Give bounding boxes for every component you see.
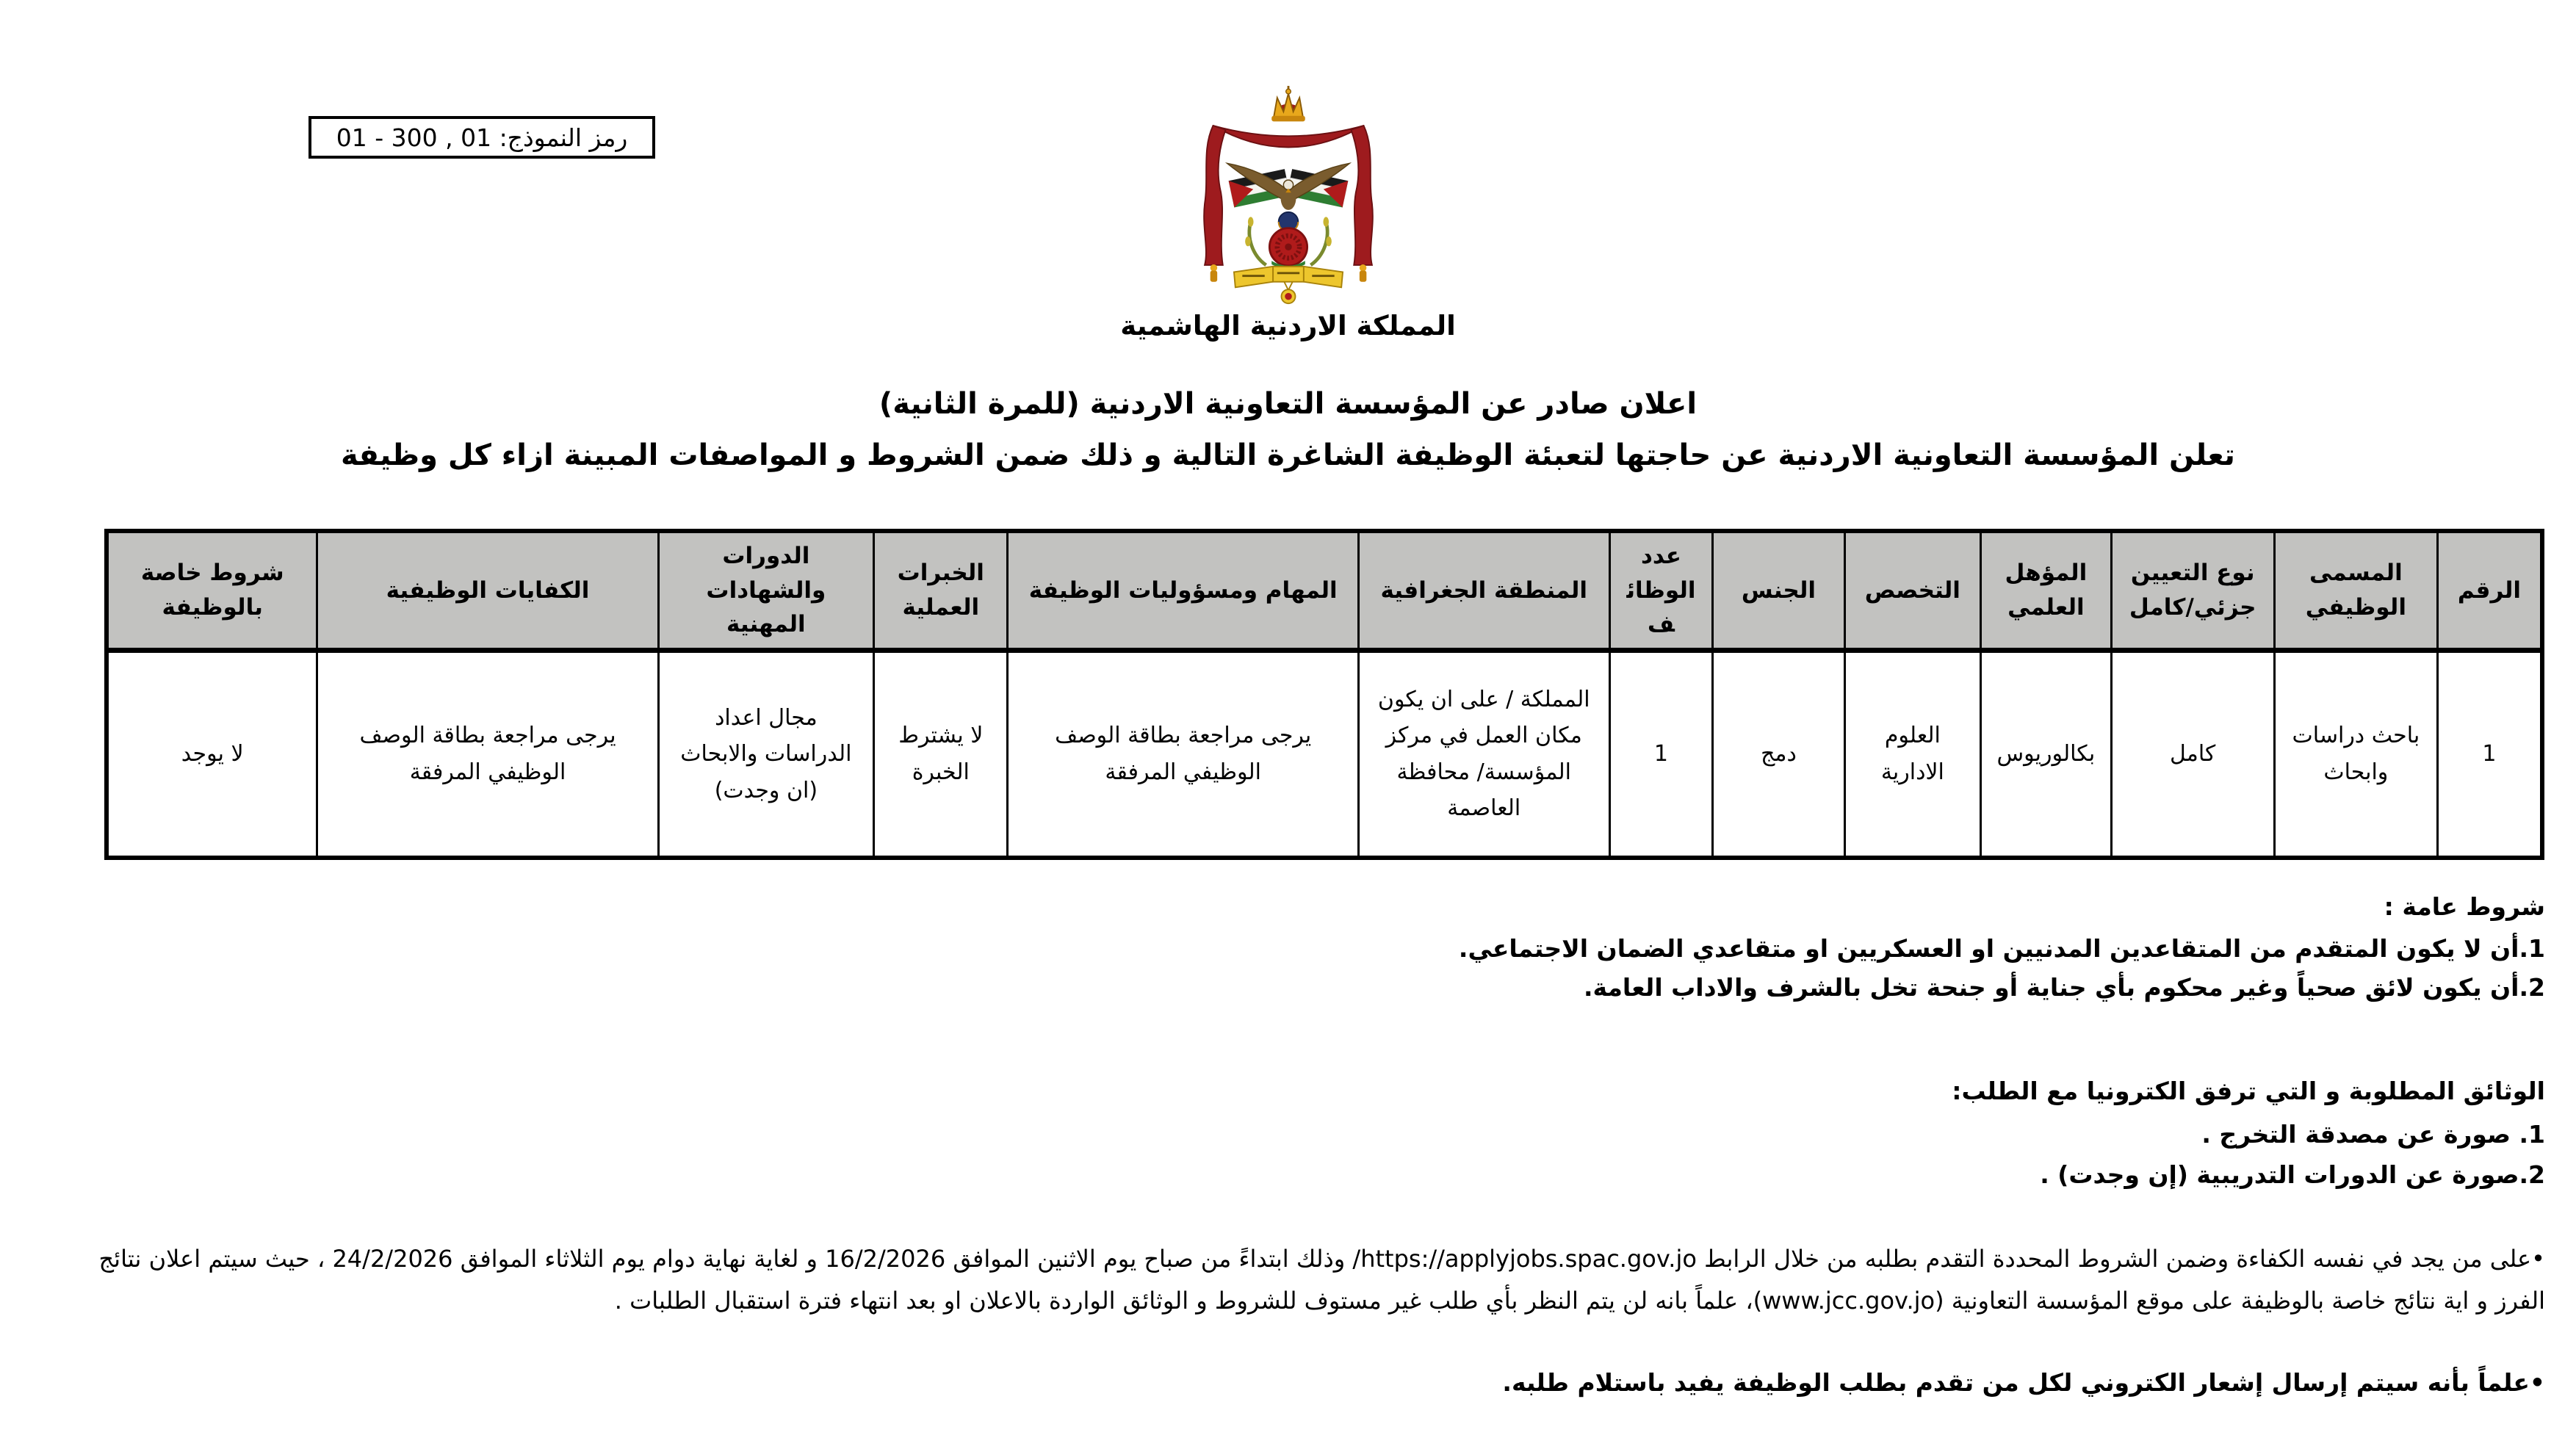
col-header-duties: المهام ومسؤوليات الوظيفة	[1008, 531, 1359, 650]
col-header-gender: الجنس	[1713, 531, 1844, 650]
general-conditions-section	[31, 887, 2545, 1007]
general-conditions-item-1: 1.أن لا يكون المتقدم من المتقاعدين المدنيين او العسكريين او متقاعدي الضمان الاجتماعي.	[1458, 934, 2545, 963]
application-instructions-line-1: •على من يجد في نفسه الكفاءة وضمن الشروط المحددة التقدم بطلبه من خلال الرابط https://applyjobs.spac.gov.jo/ وذلك ابتداءً من صباح يوم الاثنين الموافق 16/2/2026 و لغاية نهاية دوام يوم الثلاثاء الموافق 24/2/2026 ، حيث سيتم اعلان نتائج	[98, 1245, 2545, 1273]
required-documents-title: الوثائق المطلوبة و التي ترفق الكترونيا مع الطلب:	[1952, 1077, 2545, 1105]
cell-specialization: العلوم الادارية	[1844, 650, 1981, 858]
general-conditions-item-2: 2.أن يكون لائق صحياً وغير محكوم بأي جناية أو جنحة تخل بالشرف والاداب العامة.	[1583, 973, 2545, 1002]
announcement-title: اعلان صادر عن المؤسسة التعاونية الاردنية (للمرة الثانية)	[878, 387, 1698, 421]
col-header-courses-certificates: الدورات والشهادات المهنية	[658, 531, 873, 650]
application-instructions	[31, 1238, 2545, 1322]
col-header-competencies: الكفايات الوظيفية	[317, 531, 658, 650]
cell-appointment-type: كامل	[2111, 650, 2274, 858]
cell-vacancies-count: 1	[1609, 650, 1713, 858]
table-header-row	[107, 531, 2542, 650]
cell-qualification: بكالوريوس	[1981, 650, 2111, 858]
form-code-box	[309, 116, 655, 159]
jordan-coat-of-arms-icon	[1167, 85, 1410, 306]
required-documents-item-2: 2.صورة عن الدورات التدريبية (إن وجدت) .	[2040, 1160, 2545, 1189]
cell-courses-certificates: مجال اعداد الدراسات والابحاث (ان وجدت)	[658, 650, 873, 858]
col-header-experience: الخبرات العملية	[874, 531, 1008, 650]
job-row	[107, 650, 2542, 858]
receipt-notice-text: •علماً بأنه سيتم إرسال إشعار الكتروني لكل من تقدم بطلب الوظيفة يفيد باستلام طلبه.	[1502, 1368, 2545, 1397]
jobs-table	[104, 529, 2544, 860]
cell-competencies: يرجى مراجعة بطاقة الوصف الوظيفي المرفقة	[317, 650, 658, 858]
col-header-appointment-type: نوع التعيين جزئي/كامل	[2111, 531, 2274, 650]
application-instructions-line-2: الفرز و اية نتائج خاصة بالوظيفة على موقع المؤسسة التعاونية (www.jcc.gov.jo)، علماً بانه لن يتم النظر بأي طلب غير مستوف للشروط و الوثائق الواردة بالاعلان او بعد انتهاء فترة استقبال الطلبات .	[614, 1287, 2545, 1315]
col-header-special-conditions: شروط خاصة بالوظيفة	[107, 531, 317, 650]
col-header-qualification: المؤهل العلمي	[1981, 531, 2111, 650]
required-documents-item-1: 1. صورة عن مصدقة التخرج .	[2201, 1120, 2545, 1149]
cell-special-conditions: لا يوجد	[107, 650, 317, 858]
cell-experience: لا يشترط الخبرة	[874, 650, 1008, 858]
general-conditions-title: شروط عامة :	[2384, 892, 2545, 921]
col-header-number: الرقم	[2437, 531, 2542, 650]
receipt-notice	[31, 1364, 2545, 1401]
col-header-vacancies-count: عدد الوظائف	[1609, 531, 1713, 650]
col-header-specialization: التخصص	[1844, 531, 1981, 650]
cell-geographic-area: المملكة / على ان يكون مكان العمل في مركز المؤسسة/ محافظة العاصمة	[1358, 650, 1609, 858]
cell-job-title: باحث دراسات وابحاث	[2274, 650, 2437, 858]
kingdom-name-calligraphy: المملكة الاردنية الهاشمية	[1120, 310, 1456, 341]
col-header-geographic-area: المنطقة الجغرافية	[1358, 531, 1609, 650]
cell-gender: دمج	[1713, 650, 1844, 858]
emblem-block	[1119, 85, 1457, 341]
cell-number: 1	[2437, 650, 2542, 858]
col-header-job-title: المسمى الوظيفي	[2274, 531, 2437, 650]
required-documents-section	[31, 1071, 2545, 1195]
cell-duties: يرجى مراجعة بطاقة الوصف الوظيفي المرفقة	[1008, 650, 1359, 858]
announcement-subtitle: تعلن المؤسسة التعاونية الاردنية عن حاجتها لتعبئة الوظيفة الشاغرة التالية و ذلك ضمن الشروط و المواصفات المبينة ازاء كل وظيفة	[341, 438, 2235, 472]
form-code-text: رمز النموذج: 01 , 300 - 01	[336, 123, 628, 152]
